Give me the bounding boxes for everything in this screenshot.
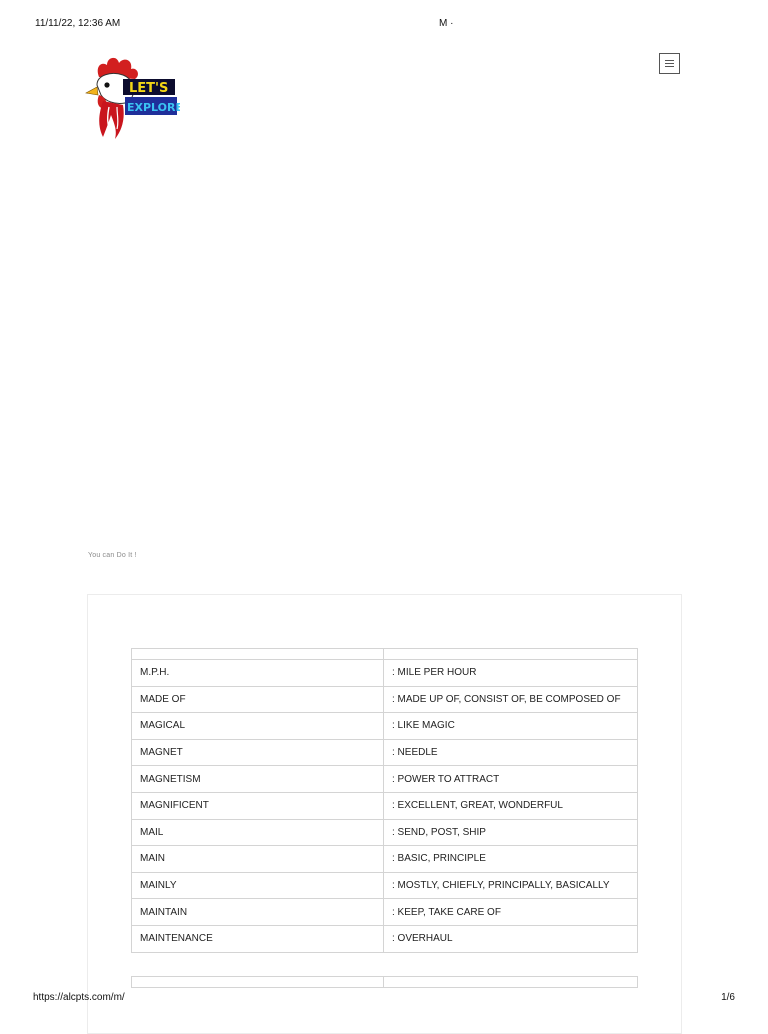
term-cell: MAGNET — [132, 739, 384, 766]
table-header-row — [132, 649, 638, 660]
table-row — [132, 872, 638, 899]
logo-text-explore: EXPLORE — [127, 101, 180, 114]
table-row — [132, 686, 638, 713]
table-row — [132, 925, 638, 952]
term-cell: MAINTENANCE — [132, 925, 384, 952]
logo-text-lets: LET'S — [129, 81, 169, 96]
term-cell: MAIL — [132, 819, 384, 846]
table-header-row — [132, 977, 638, 988]
table-row — [132, 819, 638, 846]
meaning-cell: : NEEDLE — [384, 739, 638, 766]
term-cell: MAINLY — [132, 872, 384, 899]
term-cell: MAGNIFICENT — [132, 792, 384, 819]
meaning-cell: : MILE PER HOUR — [384, 660, 638, 687]
term-cell: MAGICAL — [132, 713, 384, 740]
table-row — [132, 739, 638, 766]
meaning-cell: : POWER TO ATTRACT — [384, 766, 638, 793]
print-page-number: 1/6 — [721, 992, 735, 1003]
meaning-cell: : MADE UP OF, CONSIST OF, BE COMPOSED OF — [384, 686, 638, 713]
site-logo[interactable] — [85, 55, 180, 140]
table-row — [132, 713, 638, 740]
hamburger-icon — [664, 59, 675, 68]
meaning-cell: : KEEP, TAKE CARE OF — [384, 899, 638, 926]
menu-button[interactable] — [659, 53, 680, 74]
vocabulary-table-next — [131, 976, 638, 988]
meaning-cell: : LIKE MAGIC — [384, 713, 638, 740]
table-row — [132, 660, 638, 687]
table-row — [132, 899, 638, 926]
table-row — [132, 792, 638, 819]
meaning-cell: : MOSTLY, CHIEFLY, PRINCIPALLY, BASICALLY — [384, 872, 638, 899]
meaning-cell: : OVERHAUL — [384, 925, 638, 952]
vocabulary-table — [131, 648, 638, 953]
print-date: 11/11/22, 12:36 AM — [35, 18, 121, 29]
term-cell: MAINTAIN — [132, 899, 384, 926]
meaning-cell: : BASIC, PRINCIPLE — [384, 846, 638, 873]
site-tagline: You can Do It ! — [88, 552, 137, 559]
term-cell: M.P.H. — [132, 660, 384, 687]
print-page-title: M · — [439, 18, 454, 29]
meaning-cell: : EXCELLENT, GREAT, WONDERFUL — [384, 792, 638, 819]
term-cell: MADE OF — [132, 686, 384, 713]
rooster-logo-icon — [85, 55, 180, 140]
print-url: https://alcpts.com/m/ — [33, 992, 125, 1003]
term-cell: MAGNETISM — [132, 766, 384, 793]
table-row — [132, 846, 638, 873]
term-cell: MAIN — [132, 846, 384, 873]
table-row — [132, 766, 638, 793]
meaning-cell: : SEND, POST, SHIP — [384, 819, 638, 846]
